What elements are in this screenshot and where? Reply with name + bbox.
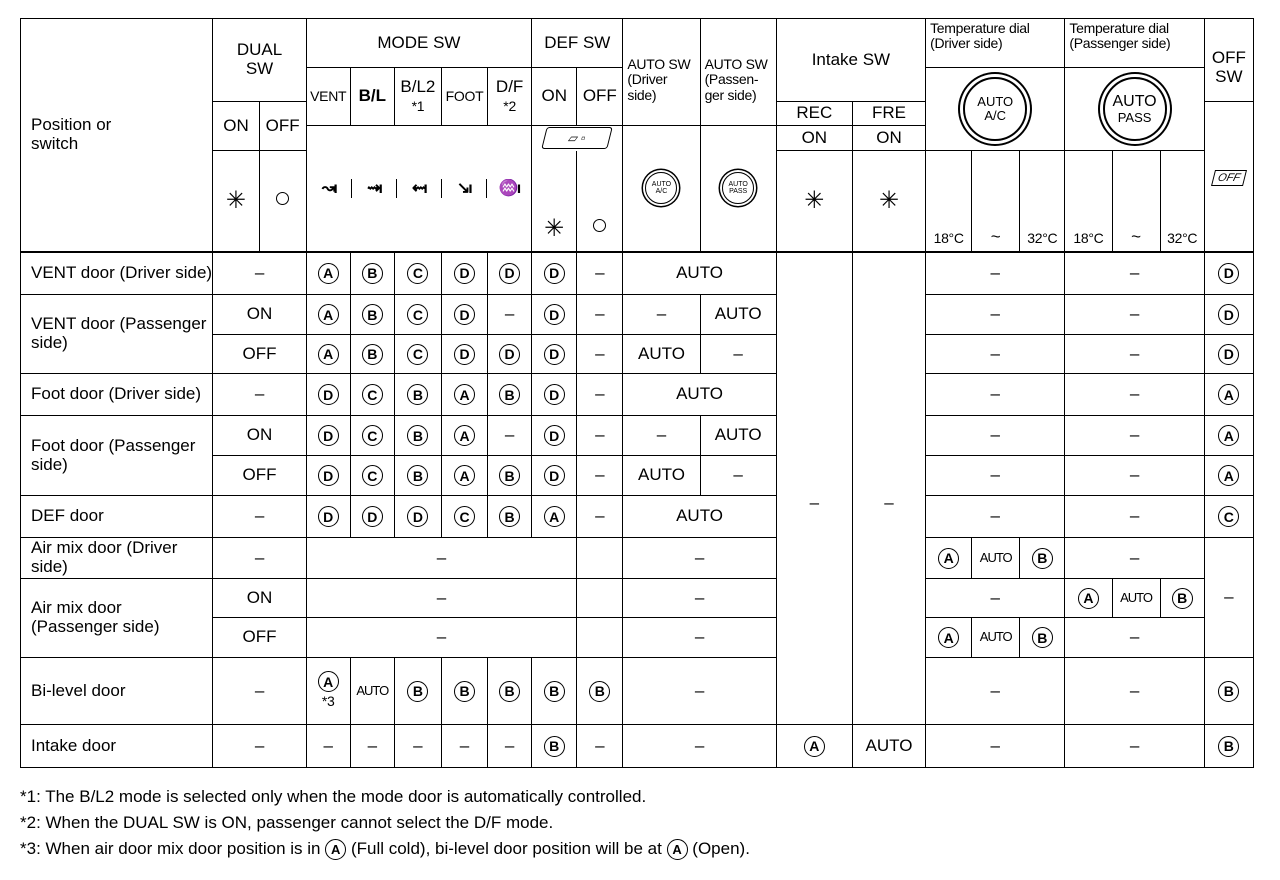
footnote-3: *3: When air door mix door position is in A (Full cold), bi-level door position will be at A (Open). xyxy=(20,839,750,858)
cell: B xyxy=(488,496,532,538)
cell: – xyxy=(1065,295,1204,335)
row-label-foot-pass: Foot door (Passenger side) xyxy=(21,416,213,496)
cell: B xyxy=(350,335,394,374)
cell: B xyxy=(1204,658,1253,725)
cell: – xyxy=(1065,618,1204,658)
cell: – xyxy=(213,538,306,579)
def-on-icon xyxy=(532,151,577,252)
table-row xyxy=(21,496,1254,538)
row-label-intake: Intake door xyxy=(21,725,213,768)
cell: A xyxy=(1204,456,1253,496)
footnotes xyxy=(20,784,750,862)
cell: D xyxy=(1204,252,1253,295)
auto-pass-dial-icon: AUTO PASS xyxy=(1103,77,1167,141)
cell: D xyxy=(306,496,350,538)
cell: AUTO xyxy=(972,538,1020,579)
table-row xyxy=(21,725,1254,768)
cell: AUTO xyxy=(700,416,776,456)
cell: AUTO xyxy=(972,618,1020,658)
cell: – xyxy=(1065,658,1204,725)
cell: ON xyxy=(213,579,306,618)
cell: – xyxy=(1065,374,1204,416)
table-row xyxy=(21,416,1254,456)
cell: – xyxy=(577,252,623,295)
footnote-1: *1: The B/L2 mode is selected only when the mode door is automatically controlled. xyxy=(20,787,647,806)
cell: D xyxy=(441,252,487,295)
cell: D xyxy=(394,496,441,538)
cell: B xyxy=(1160,579,1204,618)
fan-star-icon: ✳ xyxy=(804,186,825,214)
cell: A xyxy=(532,496,577,538)
intake-fre-span: – xyxy=(852,252,925,725)
cell: – xyxy=(577,496,623,538)
cell: – xyxy=(623,725,776,768)
cell: B xyxy=(488,658,532,725)
row-label-airmix-pass: Air mix door (Passenger side) xyxy=(21,579,213,658)
cell: B xyxy=(488,456,532,496)
temp-pass-dial xyxy=(1065,68,1204,151)
cell: – xyxy=(306,618,577,658)
def-off-icon xyxy=(577,151,623,252)
auto-ac-dial-icon: AUTO A/C xyxy=(963,77,1027,141)
cell: AUTO xyxy=(350,658,394,725)
foot-mode-label: FOOT xyxy=(441,68,487,126)
cell: – xyxy=(1065,416,1204,456)
cell: AUTO xyxy=(623,496,776,538)
cell: – xyxy=(623,658,776,725)
cell: – xyxy=(394,725,441,768)
cell: – xyxy=(213,496,306,538)
row-label-vent-pass: VENT door (Passenger side) xyxy=(21,295,213,374)
cell: A xyxy=(306,295,350,335)
cell: – xyxy=(577,295,623,335)
cell: B xyxy=(394,658,441,725)
cell: – xyxy=(577,725,623,768)
table-row xyxy=(21,374,1254,416)
cell: – xyxy=(213,658,306,725)
cell xyxy=(577,579,623,618)
cell: A xyxy=(776,725,852,768)
cell xyxy=(577,618,623,658)
fre-icon xyxy=(852,151,925,252)
temp-pass-tilde: ~ xyxy=(1112,151,1160,252)
cell: B xyxy=(350,252,394,295)
intake-sw-header: Intake SW xyxy=(776,19,925,102)
cell: D xyxy=(350,496,394,538)
dual-sw-header: DUAL SW xyxy=(213,19,306,102)
cell: – xyxy=(1065,335,1204,374)
cell: – xyxy=(441,725,487,768)
cell: – xyxy=(213,725,306,768)
cell: ON xyxy=(213,295,306,335)
cell: B xyxy=(1204,725,1253,768)
cell: C xyxy=(394,252,441,295)
cell: AUTO xyxy=(852,725,925,768)
rec-icon xyxy=(776,151,852,252)
fan-star-icon: ✳ xyxy=(544,214,565,242)
cell: A xyxy=(441,416,487,456)
cell: – xyxy=(213,252,306,295)
dual-off-label: OFF xyxy=(259,102,306,151)
cell: – xyxy=(577,456,623,496)
intake-rec-span: – xyxy=(776,252,852,725)
cell: – xyxy=(213,374,306,416)
cell: D xyxy=(532,295,577,335)
dual-on-label: ON xyxy=(213,102,259,151)
cell: D xyxy=(306,416,350,456)
cell: B xyxy=(532,725,577,768)
cell: – xyxy=(306,579,577,618)
cell: AUTO xyxy=(623,335,700,374)
cell: D xyxy=(441,295,487,335)
cell: D xyxy=(532,335,577,374)
cell: D xyxy=(1204,295,1253,335)
auto-sw-pass-icon-cell xyxy=(700,126,776,252)
cell: AUTO xyxy=(623,456,700,496)
temp-pass-18: 18°C xyxy=(1065,151,1112,252)
table-row xyxy=(21,658,1254,725)
cell: – xyxy=(350,725,394,768)
cell: D xyxy=(532,252,577,295)
temp-driver-dial xyxy=(926,68,1065,151)
cell: D xyxy=(488,335,532,374)
cell: D xyxy=(441,335,487,374)
cell: C xyxy=(394,295,441,335)
cell: – xyxy=(1065,456,1204,496)
cell: – xyxy=(926,496,1065,538)
cell: – xyxy=(488,416,532,456)
cell: B xyxy=(350,295,394,335)
cell: – xyxy=(1204,538,1253,658)
cell: AUTO xyxy=(623,374,776,416)
row-label-vent-driver: VENT door (Driver side) xyxy=(21,252,213,295)
row-label-def-door: DEF door xyxy=(21,496,213,538)
cell: A xyxy=(926,618,972,658)
cell: C xyxy=(350,374,394,416)
temp-pass-32: 32°C xyxy=(1160,151,1204,252)
temp-driver-tilde: ~ xyxy=(972,151,1020,252)
cell: – xyxy=(306,538,577,579)
fan-off-icon xyxy=(276,192,289,205)
cell: – xyxy=(1065,725,1204,768)
foot-mode-icon: ↘ı xyxy=(441,179,486,198)
door-position-table xyxy=(20,18,1254,768)
cell: – xyxy=(926,658,1065,725)
cell: – xyxy=(577,374,623,416)
cell: C xyxy=(350,416,394,456)
cell: B xyxy=(394,416,441,456)
bilevel-mode-icon: ⇝ı xyxy=(352,179,397,198)
fan-off-icon xyxy=(593,219,606,232)
rec-on-label: ON xyxy=(776,126,852,151)
cell: D xyxy=(532,374,577,416)
circled-a-icon: A xyxy=(667,839,688,860)
cell: – xyxy=(926,252,1065,295)
table-row xyxy=(21,295,1254,335)
cell: B xyxy=(577,658,623,725)
fre-label: FRE xyxy=(852,102,925,126)
fre-on-label: ON xyxy=(852,126,925,151)
cell: D xyxy=(532,416,577,456)
cell: – xyxy=(623,416,700,456)
temp-pass-header: Temperature dial (Passenger side) xyxy=(1065,19,1204,68)
cell: – xyxy=(577,335,623,374)
cell: A xyxy=(1204,416,1253,456)
def-button-cell xyxy=(532,126,623,151)
row-label-airmix-driver: Air mix door (Driver side) xyxy=(21,538,213,579)
cell: A *3 xyxy=(306,658,350,725)
cell: – xyxy=(623,538,776,579)
cell: OFF xyxy=(213,456,306,496)
cell: – xyxy=(623,579,776,618)
table-row xyxy=(21,538,1254,579)
fan-star-icon: ✳ xyxy=(225,186,247,214)
cell: – xyxy=(926,456,1065,496)
cell: – xyxy=(926,416,1065,456)
cell: – xyxy=(577,416,623,456)
cell: – xyxy=(926,295,1065,335)
dual-off-fan-icon xyxy=(259,151,306,252)
cell xyxy=(577,538,623,579)
cell: D xyxy=(488,252,532,295)
cell: B xyxy=(532,658,577,725)
cell: C xyxy=(394,335,441,374)
cell: A xyxy=(306,252,350,295)
circled-a-icon: A xyxy=(325,839,346,860)
table-row xyxy=(21,252,1254,295)
cell: – xyxy=(1065,252,1204,295)
cell: OFF xyxy=(213,618,306,658)
cell: B xyxy=(394,374,441,416)
dual-on-fan-icon xyxy=(213,151,259,252)
cell: D xyxy=(306,456,350,496)
cell: – xyxy=(623,295,700,335)
cell: AUTO xyxy=(1112,579,1160,618)
mode-sw-header: MODE SW xyxy=(306,19,532,68)
cell: A xyxy=(306,335,350,374)
cell: D xyxy=(306,374,350,416)
vent-mode-icon: ↝ı xyxy=(307,179,352,198)
table-row xyxy=(21,579,1254,618)
cell: C xyxy=(441,496,487,538)
cell: B xyxy=(441,658,487,725)
temp-driver-18: 18°C xyxy=(926,151,972,252)
cell: B xyxy=(394,456,441,496)
def-sw-header: DEF SW xyxy=(532,19,623,68)
temp-driver-32: 32°C xyxy=(1020,151,1065,252)
cell: B xyxy=(1020,618,1065,658)
def-on-label: ON xyxy=(532,68,577,126)
cell: – xyxy=(700,335,776,374)
footnote-2: *2: When the DUAL SW is ON, passenger cannot select the D/F mode. xyxy=(20,813,554,832)
cell: A xyxy=(441,456,487,496)
df-mode-icon: ♒ı xyxy=(498,179,520,197)
row-label-foot-driver: Foot door (Driver side) xyxy=(21,374,213,416)
cell: D xyxy=(1204,335,1253,374)
cell: – xyxy=(488,725,532,768)
cell: – xyxy=(306,725,350,768)
cell: – xyxy=(926,335,1065,374)
cell: C xyxy=(350,456,394,496)
bl2-mode-icon: ⇜ı xyxy=(396,179,441,198)
fan-star-icon: ✳ xyxy=(878,186,900,214)
off-button-icon: OFF xyxy=(1211,170,1247,186)
cell: – xyxy=(700,456,776,496)
cell: A xyxy=(926,538,972,579)
bl-mode-label: B/L xyxy=(350,68,394,126)
cell: – xyxy=(623,618,776,658)
cell: AUTO xyxy=(623,252,776,295)
cell: – xyxy=(1065,538,1204,579)
bl2-mode-label: B/L2 *1 xyxy=(394,68,441,126)
cell: – xyxy=(926,579,1065,618)
auto-sw-driver-header: AUTO SW (Driver side) xyxy=(623,19,700,126)
temp-driver-header: Temperature dial (Driver side) xyxy=(926,19,1065,68)
cell: ON xyxy=(213,416,306,456)
def-off-label: OFF xyxy=(577,68,623,126)
cell: – xyxy=(926,725,1065,768)
auto-pass-dial-icon: AUTO PASS xyxy=(722,172,754,204)
cell: – xyxy=(488,295,532,335)
auto-ac-dial-icon: AUTO A/C xyxy=(645,172,677,204)
rec-label: REC xyxy=(776,102,852,126)
position-header: Position or switch xyxy=(21,19,213,252)
cell: C xyxy=(1204,496,1253,538)
cell: A xyxy=(1204,374,1253,416)
cell: AUTO xyxy=(700,295,776,335)
off-button-cell xyxy=(1204,102,1253,252)
cell: A xyxy=(441,374,487,416)
cell: – xyxy=(1065,496,1204,538)
df-mode-label: D/F *2 xyxy=(488,68,532,126)
cell: A xyxy=(1065,579,1112,618)
auto-sw-pass-header: AUTO SW (Passen-ger side) xyxy=(700,19,776,126)
vent-mode-label: VENT xyxy=(306,68,350,126)
cell: OFF xyxy=(213,335,306,374)
cell: – xyxy=(926,374,1065,416)
mode-icons xyxy=(306,126,532,252)
cell: D xyxy=(532,456,577,496)
cell: B xyxy=(1020,538,1065,579)
row-label-bilevel: Bi-level door xyxy=(21,658,213,725)
cell: B xyxy=(488,374,532,416)
off-sw-header: OFF SW xyxy=(1204,19,1253,102)
auto-sw-driver-icon-cell xyxy=(623,126,700,252)
def-button-icon: ▱ ▫ xyxy=(542,127,613,149)
